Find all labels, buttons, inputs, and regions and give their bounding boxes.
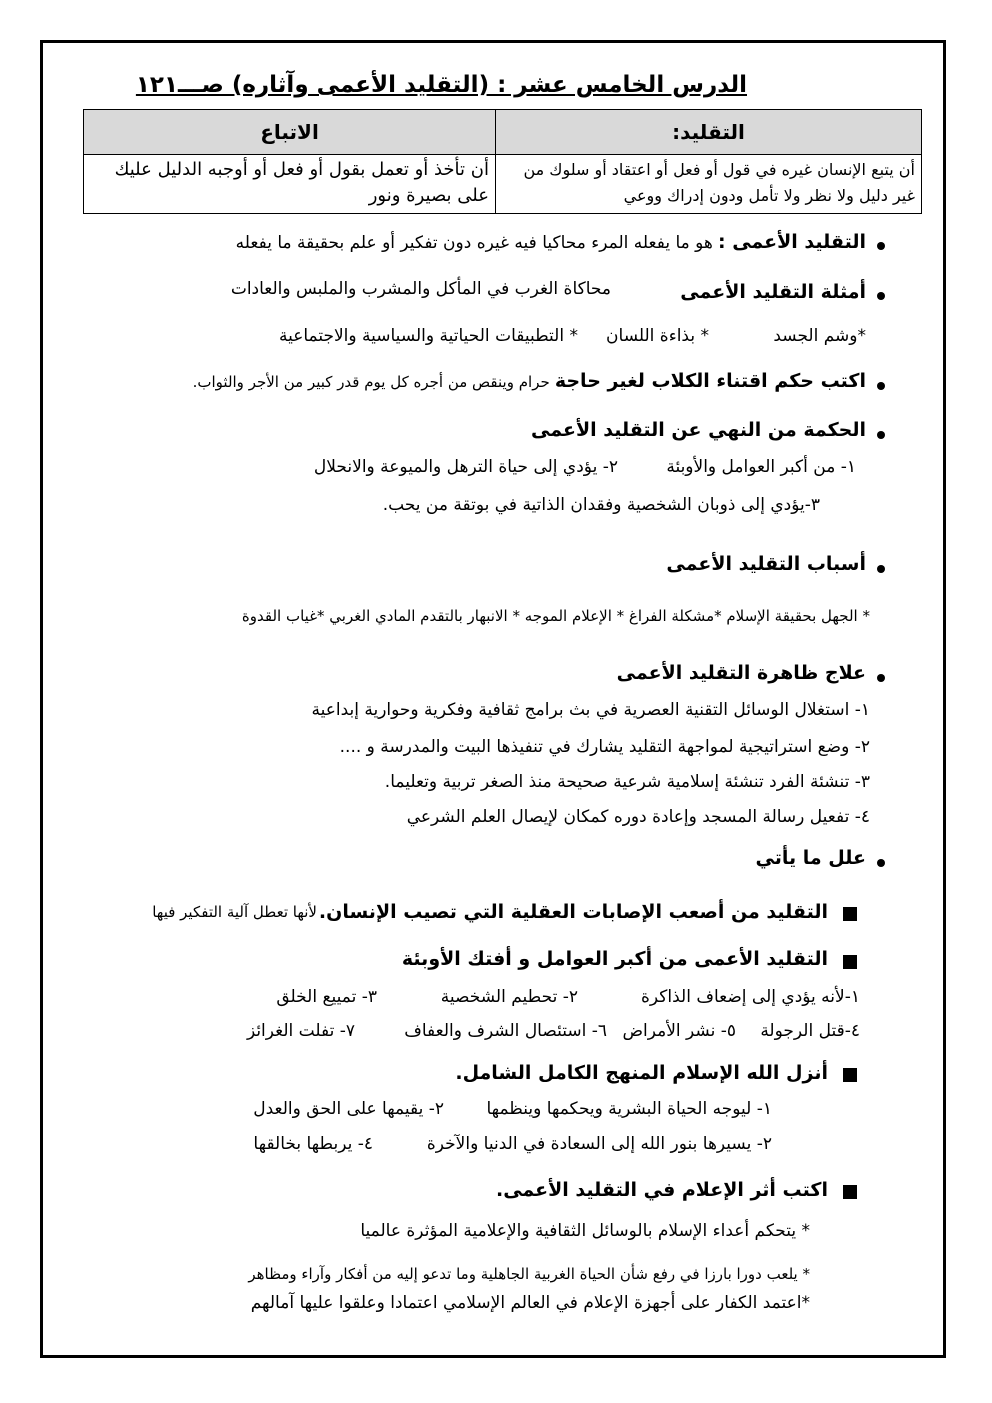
bullet-icon — [877, 565, 885, 573]
bullet-icon — [877, 292, 885, 300]
q4-label: اكتب أثر الإعلام في التقليد الأعمى. — [495, 1179, 828, 1201]
q2-item: ٦- استئصال الشرف والعفاف — [404, 1021, 607, 1041]
cell-taqleed-def: أن يتبع الإنسان غيره في قول أو فعل أو اعتقاد أو سلوك من غير دليل ولا نظر ولا تأمل ودون إدراك ووعي — [496, 155, 922, 214]
q4-item: * يتحكم أعداء الإسلام بالوسائل الثقافية والإعلامية المؤثرة عالميا — [360, 1221, 810, 1241]
treatment-item: ١- استغلال الوسائل التقنية العصرية في بث برامج ثقافية وفكرية وحوارية إبداعية — [311, 700, 870, 720]
examples-text: محاكاة الغرب في المأكل والمشرب والملبس والعادات — [230, 279, 611, 299]
q3-item: ٢- يسيرها بنور الله إلى السعادة في الدنيا والآخرة — [426, 1134, 772, 1154]
q1-answer: لأنها تعطل آلية التفكير فيها — [152, 903, 317, 921]
square-bullet-icon — [843, 907, 857, 921]
q1-label: التقليد من أصعب الإصابات العقلية التي تصيب الإنسان. — [318, 901, 828, 923]
dogs-label: اكتب حكم اقتناء الكلاب لغير حاجة — [554, 370, 866, 392]
dogs-row — [193, 370, 866, 392]
example-item: *وشم الجسد — [773, 326, 866, 346]
blind-text: هو ما يفعله المرء محاكيا فيه غيره دون تفكير أو علم بحقيقة ما يفعله — [235, 233, 713, 253]
q2-item: ٧- تفلت الغرائز — [246, 1021, 355, 1041]
q3-item: ٢- يقيمها على الحق والعدل — [253, 1099, 444, 1119]
page-title: الدرس الخامس عشر : (التقليد الأعمى وآثاره) صـــ١٢١ — [135, 72, 747, 98]
bullet-icon — [877, 859, 885, 867]
q2-item: ١-لأنه يؤدي إلى إضعاف الذاكرة — [641, 987, 860, 1007]
wisdom-item: ٣-يؤدي إلى ذوبان الشخصية وفقدان الذاتية في بوتقة من يحب. — [382, 495, 820, 515]
treatment-label: علاج ظاهرة التقليد الأعمى — [616, 662, 866, 684]
wisdom-label: الحكمة من النهي عن التقليد الأعمى — [531, 419, 866, 441]
example-item: * التطبيقات الحياتية والسياسية والاجتماعية — [278, 326, 578, 346]
definition-table — [83, 109, 922, 214]
cell-ittiba-def: أن تأخذ أو تعمل بقول أو فعل أو أوجبه الدليل عليك على بصيرة ونور — [84, 155, 496, 214]
square-bullet-icon — [843, 955, 857, 969]
q2-item: ٣- تمييع الخلق — [276, 987, 377, 1007]
dogs-text: حرام وينقص من أجره كل يوم قدر كبير من الأجر والثواب. — [192, 373, 550, 391]
bullet-icon — [877, 431, 885, 439]
examples-label: أمثلة التقليد الأعمى — [680, 281, 866, 303]
q2-label: التقليد الأعمى من أكبر العوامل و أفتك الأوبئة — [401, 948, 828, 970]
causes-label: أسباب التقليد الأعمى — [666, 553, 866, 575]
treatment-item: ٢- وضع استراتيجية لمواجهة التقليد يشارك في تنفيذها البيت والمدرسة و .... — [339, 737, 870, 757]
q3-item: ٤- يربطها بخالقها — [253, 1134, 373, 1154]
header-taqleed: التقليد: — [496, 110, 922, 155]
header-ittiba: الاتباع — [84, 110, 496, 155]
explain-label: علل ما يأتي — [755, 847, 866, 869]
causes-text: * الجهل بحقيقة الإسلام *مشكلة الفراغ * الإعلام الموجه * الانبهار بالتقدم المادي الغربي *غياب القدوة — [241, 607, 870, 625]
wisdom-item: ١- من أكبر العوامل والأوبئة — [666, 457, 856, 477]
treatment-item: ٣- تنشئة الفرد تنشئة إسلامية شرعية صحيحة منذ الصغر تربية وتعليما. — [384, 772, 870, 792]
blind-label: التقليد الأعمى : — [718, 231, 866, 253]
q4-item: * يلعب دورا بارزا في رفع شأن الحياة الغربية الجاهلية وما تدعو إليه من أفكار وآراء ومظاهر — [248, 1265, 810, 1283]
q3-label: أنزل الله الإسلام المنهج الكامل الشامل. — [455, 1062, 828, 1084]
q2-item: ٢- تحطيم الشخصية — [440, 987, 578, 1007]
square-bullet-icon — [843, 1068, 857, 1082]
blind-definition-row — [236, 231, 866, 253]
square-bullet-icon — [843, 1185, 857, 1199]
q2-item: ٥- نشر الأمراض — [622, 1021, 736, 1041]
bullet-icon — [877, 674, 885, 682]
example-item: * بذاءة اللسان — [606, 326, 709, 346]
wisdom-item: ٢- يؤدي إلى حياة الترهل والميوعة والانحلال — [313, 457, 618, 477]
bullet-icon — [877, 242, 885, 250]
q3-item: ١- ليوجه الحياة البشرية ويحكمها وينظمها — [486, 1099, 772, 1119]
treatment-item: ٤- تفعيل رسالة المسجد وإعادة دوره كمكان لإيصال العلم الشرعي — [406, 807, 870, 827]
q4-item: *اعتمد الكفار على أجهزة الإعلام في العالم الإسلامي اعتمادا وعلقوا عليها آمالهم — [250, 1293, 810, 1313]
q2-item: ٤-قتل الرجولة — [760, 1021, 860, 1041]
bullet-icon — [877, 382, 885, 390]
